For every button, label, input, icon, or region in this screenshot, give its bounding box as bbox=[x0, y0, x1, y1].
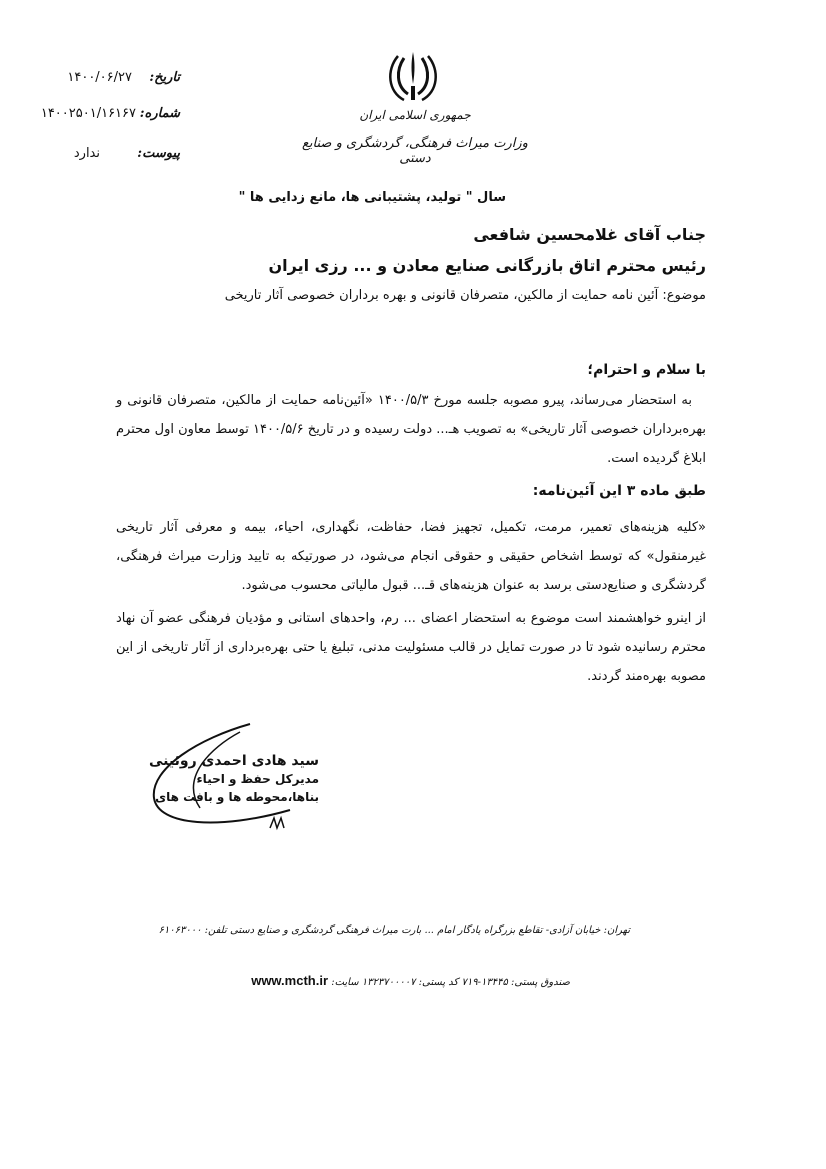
number-row bbox=[40, 106, 180, 128]
ministry-name: وزارت میراث فرهنگی، گردشگری و صنایع دستی bbox=[302, 136, 528, 166]
body-paragraph-3: از اینرو خواهشمند است موضوع به استحضار اعضای ... رم، واحدهای استانی و مؤدیان فرهنگی عضو آن نهاد محترم رسانیده شود تا در صورت تمایل در قالب مسئولیت مدنی، تبلیغ یا حتی بهره‌برداری از آثار تاریخی از این مصوبه بهره‌مند گردند. bbox=[116, 611, 706, 684]
footer-postal-text: صندوق پستی: ۱۳۴۴۵-۷۱۹ کد پستی: ۱۳۲۳۷۰۰۰۰۷ سایت: bbox=[331, 977, 570, 988]
number-value: ۱۴۰۰۲۵۰۱/۱۶۱۶۷ bbox=[40, 106, 136, 121]
attachment-label: پیوست: bbox=[137, 146, 180, 161]
addressee-name: جناب آقای غلامحسین شافعی bbox=[473, 225, 706, 244]
addressee-title: رئیس محترم اتاق بازرگانی صنایع معادن و ... رزی ایران bbox=[268, 256, 706, 275]
country-name: جمهوری اسلامی ایران bbox=[359, 108, 471, 122]
year-slogan: سال " تولید، پشتیبانی ها، مانع زدایی ها " bbox=[238, 190, 506, 205]
number-label: شماره: bbox=[139, 106, 180, 121]
body-paragraph-1: به استحضار می‌رساند، پیرو مصوبه جلسه مورخ ۱۴۰۰/۵/۳ «آئین‌نامه حمایت از مالکین، متصرفان قانونی و بهره‌برداران خصوصی آثار تاریخی» به تصویب هـ... دولت رسیده و در تاریخ ۱۴۰۰/۵/۶ توسط معاون اول محترم ابلاغ گردیده است. bbox=[116, 393, 706, 466]
signature-block bbox=[149, 752, 319, 806]
attachment-value: ندارد bbox=[73, 146, 100, 161]
subject-line: موضوع: آئین نامه حمایت از مالکین، متصرفان قانونی و بهره برداران خصوصی آثار تاریخی bbox=[224, 288, 706, 303]
date-label: تاریخ: bbox=[149, 70, 180, 85]
attachment-row bbox=[40, 146, 180, 168]
greeting: با سلام و احترام؛ bbox=[587, 362, 706, 378]
footer-postal bbox=[240, 973, 570, 988]
date-value: ۱۴۰۰/۰۶/۲۷ bbox=[67, 70, 132, 85]
ministry-heading bbox=[300, 108, 530, 166]
date-row bbox=[40, 70, 180, 92]
signatory-position-2: بناها،محوطه ها و بافت های bbox=[155, 790, 319, 804]
footer-website-link[interactable]: www.mcth.ir bbox=[251, 973, 329, 988]
clause-heading: طبق ماده ۳ این آئین‌نامه: bbox=[532, 483, 706, 499]
footer-address: تهران: خیابان آزادی- تقاطع بزرگراه یادگار امام ... بارت میراث فرهنگی گردشگری و صنایع دستی تلفن: ۶۱۰۶۳۰۰۰ bbox=[158, 925, 630, 936]
iran-emblem-icon bbox=[378, 48, 448, 110]
signatory-name: سید هادی احمدی روئینی bbox=[149, 753, 319, 769]
body-paragraph-2: «کلیه هزینه‌های تعمیر، مرمت، تکمیل، تجهیز فضا، حفاظت، نگهداری، احیاء، بیمه و معرفی آثار تاریخی غیرمنقول» که توسط اشخاص حقیقی و حقوقی انجام می‌شود، در صورتیکه به تایید وزارت میراث فرهنگی، گردشگری و صنایع‌دستی برسد به عنوان هزینه‌های قـ... قبول مالیاتی محسوب می‌شود. bbox=[116, 520, 706, 593]
signatory-position-1: مدیرکل حفظ و احیاء bbox=[196, 772, 319, 786]
